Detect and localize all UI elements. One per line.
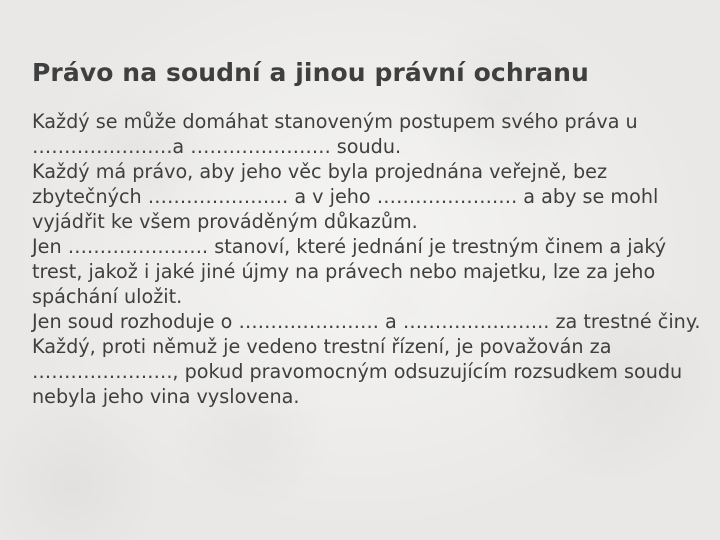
paragraph-1: Každý se může domáhat stanoveným postupem svého práva u ………………….a …………………. soudu. bbox=[32, 110, 638, 158]
slide-title: Právo na soudní a jinou právní ochranu bbox=[32, 58, 589, 87]
paragraph-3: Jen …………………. stanoví, které jednání je trestným činem a jaký trest, jakož i jaké jiné újmy na právech nebo majetku, lze za jeho spáchání uložit. bbox=[32, 235, 667, 308]
paragraph-5: Každý, proti němuž je vedeno trestní řízení, je považován za …………………., pokud pravomocným odsuzujícím rozsudkem soudu nebyla jeho vina vyslovena. bbox=[32, 335, 683, 408]
paragraph-2: Každý má právo, aby jeho věc byla projednána veřejně, bez zbytečných …………………. a v jeho …………………. a aby se mohl vyjádřit ke všem prováděným důkazům. bbox=[32, 160, 659, 233]
slide-body bbox=[32, 109, 704, 409]
paragraph-4: Jen soud rozhoduje o …………………. a ………………….. za trestné činy. bbox=[32, 310, 701, 333]
